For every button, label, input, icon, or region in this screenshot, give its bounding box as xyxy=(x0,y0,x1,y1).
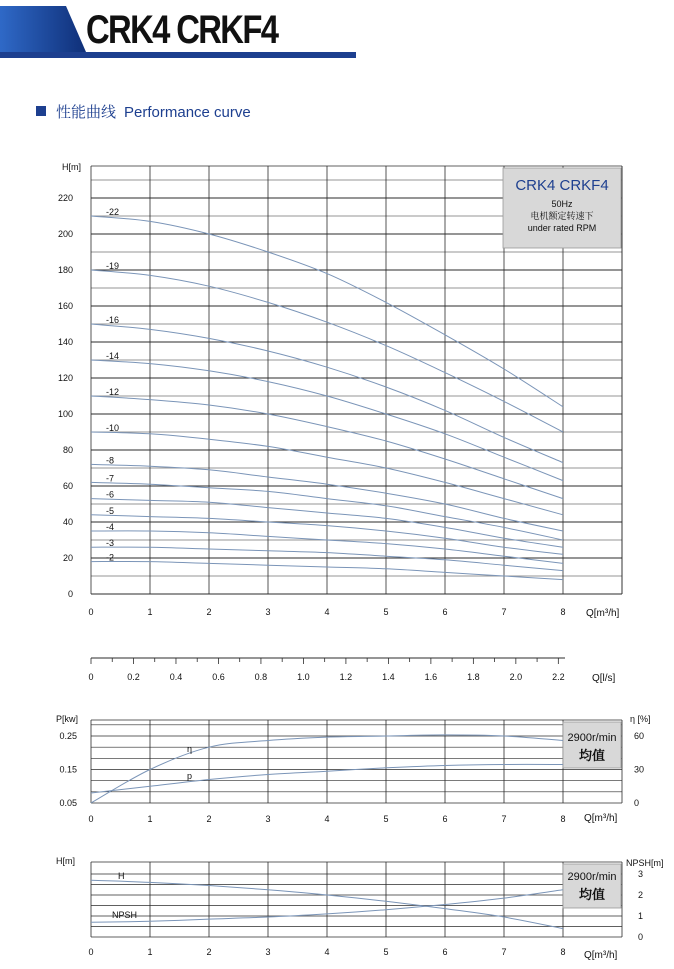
y-right-tick-label: 30 xyxy=(634,764,645,775)
ls-tick-label: 0.2 xyxy=(127,672,140,682)
x-tick-label: 6 xyxy=(442,814,448,824)
y-tick-label: 0.15 xyxy=(59,764,77,775)
y-axis-label: P[kw] xyxy=(56,714,79,724)
x-tick-label: 4 xyxy=(324,607,330,617)
series-label: -19 xyxy=(106,261,120,271)
y-right-axis-label: NPSH[m] xyxy=(626,858,664,868)
series-label: -2 xyxy=(106,552,115,563)
y-tick-label: 0.05 xyxy=(59,798,77,808)
page-title: CRK4 CRKF4 xyxy=(86,8,278,52)
y-tick-label: 120 xyxy=(57,373,73,383)
x-tick-label: 7 xyxy=(501,814,507,824)
series-label: η xyxy=(187,744,193,754)
ls-tick-label: 0 xyxy=(88,672,94,682)
ls-tick-label: 0.4 xyxy=(169,672,183,682)
series-label: NPSH xyxy=(112,910,138,920)
y-tick-label: 80 xyxy=(62,445,73,455)
series-label: -7 xyxy=(106,473,115,484)
y-right-axis-label: η [%] xyxy=(630,714,651,724)
speed-note-line2: 均值 xyxy=(578,748,606,763)
y-axis-label: H[m] xyxy=(62,162,81,172)
x-tick-label: 1 xyxy=(147,607,153,617)
head-chart xyxy=(58,162,622,619)
y-tick-label: 60 xyxy=(62,481,73,491)
ls-tick-label: 1.4 xyxy=(382,672,395,682)
x-tick-label: 0 xyxy=(88,814,94,824)
x-tick-label: 0 xyxy=(88,947,94,957)
x-tick-label: 2 xyxy=(206,947,212,957)
series-label: -22 xyxy=(106,207,120,217)
info-box-line2: 电机额定转速下 xyxy=(530,211,594,221)
x-tick-label: 2 xyxy=(206,607,212,617)
series-label: -3 xyxy=(106,538,115,549)
info-box-line3: under rated RPM xyxy=(527,223,597,233)
section-title-cn: 性能曲线 xyxy=(56,103,117,121)
series-label: -14 xyxy=(106,351,120,361)
y-tick-label: 200 xyxy=(57,229,73,239)
y-tick-label: 160 xyxy=(57,301,73,311)
ls-tick-label: 1.6 xyxy=(424,672,438,682)
x-tick-label: 1 xyxy=(147,947,153,957)
y-tick-label: 20 xyxy=(62,553,73,563)
y-tick-label: 40 xyxy=(62,517,73,527)
x-tick-label: 2 xyxy=(206,814,212,824)
y-right-tick-label: 60 xyxy=(634,731,645,741)
x-axis-label: Q[m³/h] xyxy=(584,813,618,824)
x-tick-label: 5 xyxy=(383,947,389,957)
speed-note-line1: 2900r/min xyxy=(567,871,617,883)
x-tick-label: 0 xyxy=(88,607,94,617)
y-tick-label: 180 xyxy=(57,265,73,275)
series-label: -8 xyxy=(106,455,115,466)
series-label: -10 xyxy=(106,423,120,433)
series-label: -16 xyxy=(106,315,120,325)
speed-note-line2: 均值 xyxy=(578,887,606,902)
y-axis-label: H[m] xyxy=(56,856,75,866)
info-box-line1: 50Hz xyxy=(551,199,573,209)
info-box-title: CRK4 CRKF4 xyxy=(515,177,609,194)
ls-tick-label: 1.0 xyxy=(297,672,310,682)
series-label: H xyxy=(118,871,125,881)
ls-tick-label: 0.6 xyxy=(212,672,225,682)
y-right-tick-label: 1 xyxy=(638,911,644,921)
x-tick-label: 4 xyxy=(324,947,330,957)
x-tick-label: 8 xyxy=(560,947,566,957)
x-axis-label: Q[m³/h] xyxy=(586,608,620,619)
x-tick-label: 8 xyxy=(560,607,566,617)
ls-tick-label: 2.2 xyxy=(552,672,565,682)
npsh-chart xyxy=(56,856,664,961)
series-label: -5 xyxy=(106,505,115,516)
series-label: p xyxy=(187,771,193,781)
x-tick-label: 4 xyxy=(324,814,330,824)
y-tick-label: 100 xyxy=(57,409,73,419)
x-tick-label: 5 xyxy=(383,607,389,617)
y-right-tick-label: 0 xyxy=(638,932,644,942)
x-axis-label: Q[m³/h] xyxy=(584,950,618,961)
x-tick-label: 3 xyxy=(265,607,271,617)
y-tick-label: 140 xyxy=(57,337,73,347)
y-tick-label: 220 xyxy=(57,193,73,203)
series-label: -12 xyxy=(106,387,120,397)
power-efficiency-chart xyxy=(56,714,651,824)
x-tick-label: 3 xyxy=(265,814,271,824)
y-right-tick-label: 0 xyxy=(634,798,640,808)
speed-note-line1: 2900r/min xyxy=(567,732,617,744)
flow-ls-axis xyxy=(88,658,615,684)
x-tick-label: 7 xyxy=(501,607,507,617)
y-right-tick-label: 2 xyxy=(638,890,644,900)
x-tick-label: 7 xyxy=(501,947,507,957)
x-tick-label: 5 xyxy=(383,814,389,824)
ls-tick-label: 2.0 xyxy=(509,672,523,682)
series-label: -6 xyxy=(106,489,115,500)
x-tick-label: 3 xyxy=(265,947,271,957)
y-tick-label: 0 xyxy=(67,589,73,599)
x-tick-label: 6 xyxy=(442,947,448,957)
y-tick-label: 0.25 xyxy=(59,731,77,741)
x-tick-label: 6 xyxy=(442,607,448,617)
ls-tick-label: 0.8 xyxy=(254,672,268,682)
ls-tick-label: 1.8 xyxy=(467,672,480,682)
section-title-en: Performance curve xyxy=(124,103,251,121)
ls-axis-label: Q[l/s] xyxy=(592,673,616,684)
series-label: -4 xyxy=(106,522,115,532)
x-tick-label: 1 xyxy=(147,814,153,824)
ls-tick-label: 1.2 xyxy=(339,672,353,682)
x-tick-label: 8 xyxy=(560,814,566,824)
y-right-tick-label: 3 xyxy=(638,869,644,879)
